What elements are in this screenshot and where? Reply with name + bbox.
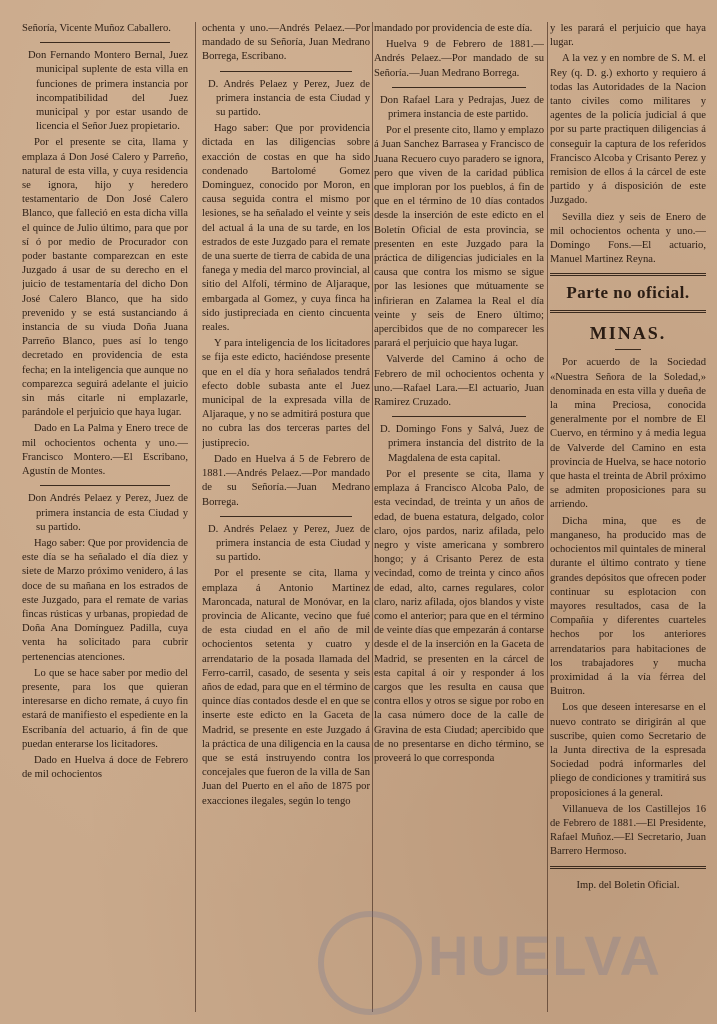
paragraph: mandado por providencia de este día. bbox=[374, 23, 533, 34]
column-3 bbox=[374, 22, 544, 1012]
notice-heading: D. Andrés Pelaez y Perez, Juez de primera instancia de esta Ciudad y su partido. bbox=[208, 78, 370, 119]
double-rule bbox=[550, 273, 706, 276]
paragraph: Señoría, Vicente Muñoz Caballero. bbox=[22, 23, 171, 34]
section-separator bbox=[392, 87, 526, 88]
section-separator bbox=[40, 485, 170, 486]
column-4 bbox=[550, 22, 706, 1012]
double-rule bbox=[550, 866, 706, 869]
newspaper-page bbox=[22, 22, 706, 1012]
paragraph: Por acuerdo de la Sociedad «Nuestra Señora de la Soledad,» denominada en esta villa y dueña de la mina Preciosa, conocida generalmente por el nombre de El Cuervo, en término y á media legua de Valverde del Camino en esta provincia de Huelva, se hace notorio que hasta el treinta de Abril próximo se admiten proposiciones para su arriendo. bbox=[550, 357, 706, 511]
column-divider bbox=[547, 22, 548, 1012]
notice-heading: Don Fernando Montero Bernal, Juez municipal suplente de esta villa en funciones de primera instancia por incompatibilidad del Juez municipal y por estar usando de licencia el Señor Juez propietario. bbox=[28, 50, 188, 133]
column-1 bbox=[22, 22, 188, 1012]
library-watermark bbox=[318, 905, 698, 1015]
section-separator bbox=[220, 516, 352, 517]
section-separator bbox=[40, 42, 170, 43]
paragraph: y les parará el perjuicio que haya lugar. bbox=[550, 23, 706, 49]
paragraph: Sevilla diez y seis de Enero de mil ochocientos ochenta y uno.—Domingo Fons.—El actuario, Manuel Martinez Reyna. bbox=[550, 211, 706, 266]
watermark-text: HUELVA bbox=[428, 924, 662, 987]
notice-heading: D. Domingo Fons y Salvá, Juez de primera instancia del distrito de la Magdalena de esta capital. bbox=[380, 424, 544, 464]
paragraph: Los que deseen interesarse en el nuevo contrato se dirigirán al que suscribe, quien como Secretario de la Junta directiva de la espresada Sociedad podrá informarles del pliego de condiciones y tramitirá sus proposiciones á la general. bbox=[550, 702, 706, 799]
paragraph: Dicha mina, que es de manganeso, ha producido mas de ochocientos mil quintales de mineral durante el último contrato y tiene grandes depósitos que ofrecen poder continuar su esplotacion con mayores resultados, casa de la Compañía y diferentes cuarteles hechos por los anteriores arrendatarios para habitaciones de los trabajadores y mucha proximidad á la vía férrea del Buitron. bbox=[550, 515, 706, 698]
paragraph: Por el presente se cita, llama y emplaza á Francisco Alcoba Palo, de esta vecindad, de treinta y un años de edad, de buena estatura, delgado, color claro, ojos pardos, nariz afilada, pelo negro y viste americana y sombrero hongo; y á Crisanto Perez de esta vecindad, como de treinta y cinco años de edad, alto, carnes regulares, color claro, nariz afilada, ojos blandos y viste como el anterior; para que en el término de veinte días que empezarán á contarse desde el de la inserción en la Gaceta de Madrid, se presenten en la cárcel de esta capital á oir y responder á los cargos que les resulta en causa que contra ellos y otros se sigue por robo en la casa número doce de la calle de Gravina de esta Ciudad; apercibido que de no presentarse en dicho término, se proveerá lo que corresponda bbox=[374, 468, 544, 764]
notice-heading: Don Rafael Lara y Pedrajas, Juez de primera instancia de este partido. bbox=[380, 94, 544, 121]
watermark-seal-icon bbox=[318, 911, 422, 1015]
paragraph: Por el presente cito, llamo y emplazo á Juan Sanchez Barrasea y Francisco de Juana Recuero cuyo paradero se ignora, pero que viven de la caridad pública que imploran por los pueblos, á fin de que en el término de 10 días contados desde la inserción de este edicto en el Boletín Oficial de esta provincia, se presenten en este Juzgado para la práctica de diligencias judiciales en la causa que contra los mismo se sigue por las lesiones que mútuamente se infirieran en Zalamea la Real el día veinte y seis de Enero último; apercibidos que de no comparecer les parará el perjuicio que haya lugar. bbox=[374, 125, 544, 350]
paragraph: Dado en Huelva á doce de Febrero de mil ochocientos bbox=[22, 754, 188, 781]
minas-heading: MINAS. bbox=[589, 323, 667, 344]
printer-imprint: Imp. del Boletin Oficial. bbox=[576, 879, 680, 891]
paragraph: ochenta y uno.—Andrés Pelaez.—Por mandado de su Señoría, Juan Medrano Borrega, Escribano. bbox=[202, 23, 370, 63]
paragraph: Y para inteligencia de los licitadores se fija este edicto, haciéndose presente que en el día y hora señalados tendrá efecto doble subasta ante el Juez municipal de la expresada villa de Aljaraque, y no se admitirá postura que no cubra las dos terceras partes del justiprecio. bbox=[202, 338, 370, 449]
paragraph: Dado en Huelva á 5 de Febrero de 1881.—Andrés Pelaez.—Por mandado de su Señoría.—Juan Medrano Borrega. bbox=[202, 453, 370, 508]
paragraph: A la vez y en nombre de S. M. el Rey (q. D. g.) exhorto y requiero á todas las Autoridades de la Nacion tanto civiles como militares y agentes de la policía judicial á que por su parte practiquen diligencias á conseguir la captura de los referidos Francisco Alcoba y Crisanto Perez y remision de ellos á la cárcel de este partido y á disposición de este Juzgado. bbox=[550, 53, 706, 207]
section-separator bbox=[220, 71, 352, 72]
section-title: Parte no oficial. bbox=[566, 283, 690, 303]
column-divider bbox=[372, 22, 373, 1012]
paragraph: Dado en La Palma y Enero trece de mil ochocientos ochenta y uno.—Francisco Montero.—El Escribano, Agustín de Montes. bbox=[22, 423, 188, 478]
paragraph: Hago saber: Que por providencia dictada en las diligencias sobre exacción de costas en que ha sido condenado Bartolomé Gomez Dominguez, conocido por Moron, en causa seguida contra el mismo por lesiones, se ha señalado el veinte y seis del actual á la una de su tarde, en los estrados de este Juzgado para el remate de una suerte de tierra de cabida de una fanega y media del marco provincial, al sitio del Alfolí, término de Aljaraque, embargada al Gomez, y cuya finca ha sido justipreciada en ciento cincuenta reales. bbox=[202, 123, 370, 334]
paragraph: Huelva 9 de Febrero de 1881.—Andrés Pelaez.—Por mandado de su Señoría.—Juan Medrano Borrega. bbox=[374, 39, 544, 79]
column-divider bbox=[195, 22, 196, 1012]
short-rule bbox=[615, 349, 641, 350]
paragraph: Por el presente se cita, llama y emplaza á Don José Calero y Parreño, natural de esta villa, y cuya residencia se ignora, hijo y heredero testamentario de Don José Calero Blanco, que falleció en esta dicha villa el quince de Julio último, para que por sí ó por medio de Procurador con poder bastante comparezcan en este Juzgado á usar de su derecho en el juicio de testamentaría del dicho Don José Calero Blanco, que ha sido prevenido y se está sustanciando á instancia de su viuda Doña Juana Parreño Blanco, pues así lo tengo decretado en providencia de esta fecha; en la inteligencia que aunque no comparezca seguirá adelante el juicio sin más citarle ni emplazarle, parándole el perjuicio que haya lugar. bbox=[22, 137, 188, 419]
paragraph: Villanueva de los Castillejos 16 de Febrero de 1881.—El Presidente, Rafael Muñoz.—El Secretario, Juan Barrero Hermoso. bbox=[550, 803, 706, 858]
section-separator bbox=[392, 416, 526, 417]
double-rule bbox=[550, 310, 706, 313]
paragraph: Valverde del Camino á ocho de Febrero de mil ochocientos ochenta y uno.—Rafael Lara.—El actuario, Juan Ramirez Cruzado. bbox=[374, 354, 544, 409]
notice-heading: Don Andrés Pelaez y Perez, Juez de primera instancia de esta Ciudad y su partido. bbox=[28, 493, 188, 533]
paragraph: Por el presente se cita, llama y emplaza á Antonio Martinez Maroncada, natural de Monóvar, en la provincia de Alicante, vecino que fué de esta ciudad en el año de mil ochocientos setenta y cuatro y arrendatario de la posada llamada del Ferro-carril, casado, de sesenta y seis años de edad, para que en el término de quince días contados desde el en que se inserte este edicto en la Gaceta de Madrid, se presente en este Juzgado á la práctica de una diligencia en la causa que se está instruyendo contra los concejales que fueron de la villa de San Juan del Puerto en el año de 1875 por exacciones ilegales, según lo tengo bbox=[202, 568, 370, 807]
paragraph: Hago saber: Que por providencia de este día se ha señalado el día diez y siete de Marzo próximo venidero, á las doce de su mañana en los estrados de este Juzgado, para el remate de varias fincas rústicas y urbanas, propiedad de Doña Ana Domínguez Padilla, cuya venta ha solicitado para cubrir pertenencias atenciones. bbox=[22, 537, 188, 663]
notice-heading: D. Andrés Pelaez y Perez, Juez de primera instancia de esta Ciudad y su partido. bbox=[208, 523, 370, 564]
column-2 bbox=[202, 22, 370, 1012]
paragraph: Lo que se hace saber por medio del presente, para los que quieran interesarse en dicho remate, á cuyo fin estará de manifiesto el espediente en la Escribanía del actuario, á fin de que puedan enterarse los licitadores. bbox=[22, 667, 188, 750]
